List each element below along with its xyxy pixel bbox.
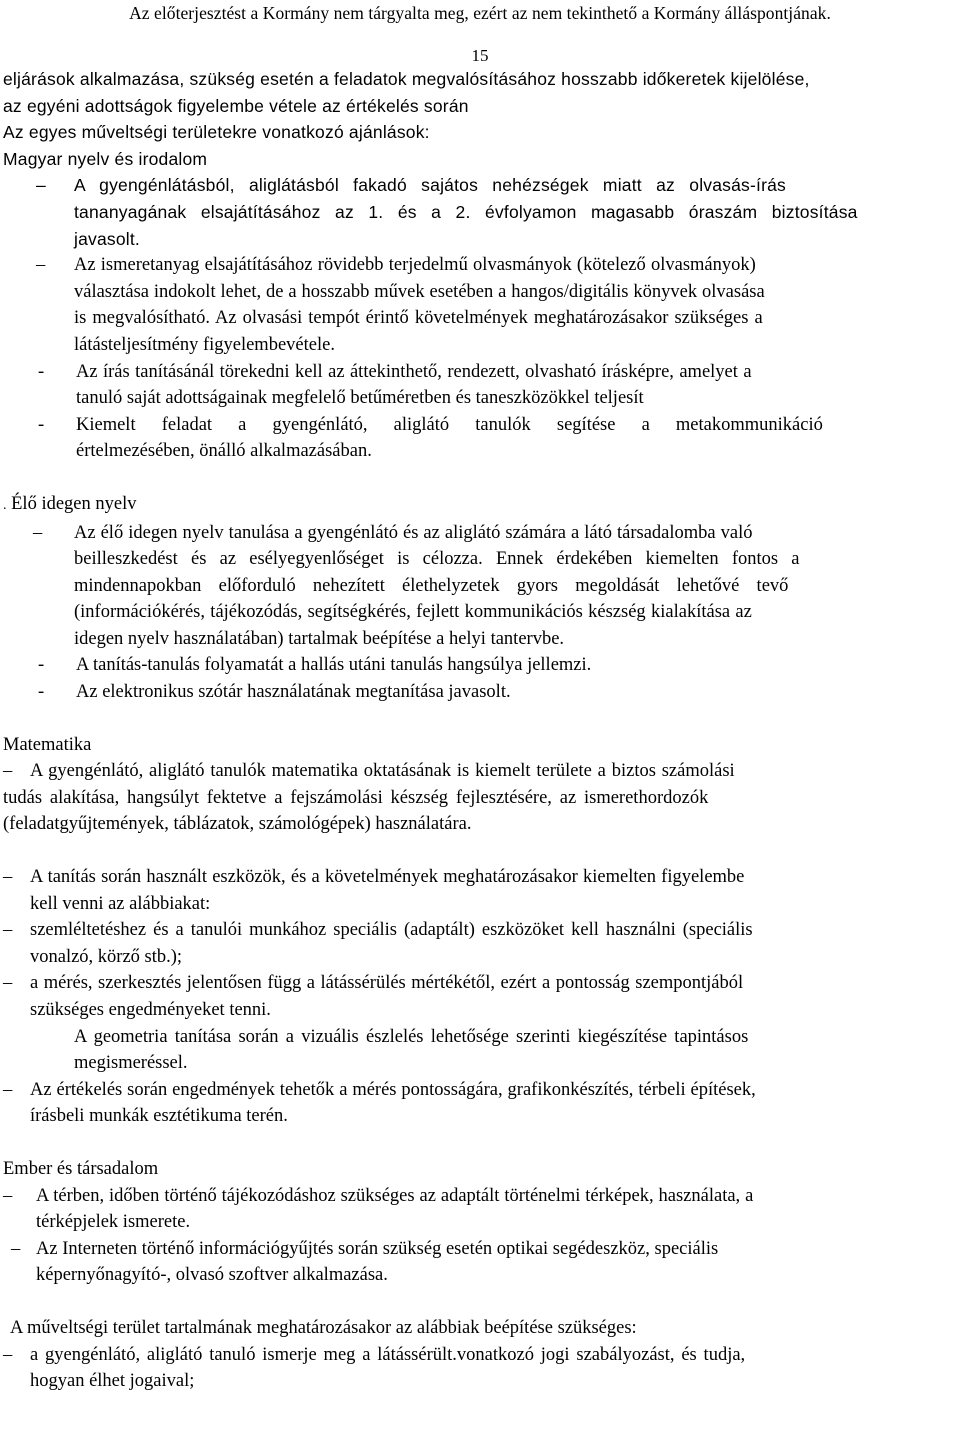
bullet-line: látásteljesítmény figyelembevétele.: [74, 334, 335, 355]
dash-marker: –: [33, 522, 43, 543]
idegen-bullet-1: [3, 520, 957, 653]
bullet-line: választása indokolt lehet, de a hosszabb művek esetében a hangos/digitális könyvek olvasása: [74, 281, 765, 302]
hyphen-marker: -: [38, 655, 45, 676]
document-body: [3, 66, 957, 1395]
ember-bullet-1: [3, 1183, 957, 1236]
section-title-magyar: Magyar nyelv és irodalom: [3, 148, 208, 169]
intro-line: az egyéni adottságok figyelembe vétele az értékelés során: [3, 95, 469, 116]
bullet-line: vonalzó, körző stb.);: [30, 946, 183, 967]
intro-block: [3, 66, 957, 172]
bullet-line: A tanítás során használt eszközök, és a követelmények meghatározásakor kiemelten figyelembe: [30, 867, 745, 888]
magyar-bullet-2: [3, 252, 957, 358]
spacer: [3, 838, 957, 864]
bullet-line: Az ismeretanyag elsajátításához rövidebb terjedelmű olvasmányok (kötelező olvasmányok): [74, 255, 756, 276]
section-title-text: Élő idegen nyelv: [11, 493, 137, 514]
hyphen-marker: -: [38, 361, 45, 382]
bullet-line: (információkérés, tájékozódás, segítségkérés, fejlett kommunikációs készség kialakítása az: [74, 602, 752, 623]
bullet-line: Az élő idegen nyelv tanulása a gyengénlátó és az aliglátó számára a látó társadalomba való: [74, 522, 753, 543]
matek-bullet-1: [3, 758, 957, 838]
spacer: [3, 1130, 957, 1156]
idegen-bullet-3: [3, 679, 957, 706]
bullet-line: mindennapokban előforduló nehezített élethelyzetek gyors megoldását lehetővé tevő: [74, 575, 789, 596]
bullet-line: szemléltetéshez és a tanulói munkához speciális (adaptált) eszközöket kell használni (speciális: [30, 920, 753, 941]
bullet-line: tanuló saját adottságainak megfelelő betűméretben és taneszközökkel teljesít: [76, 388, 644, 409]
paragraph-line: megismeréssel.: [74, 1053, 188, 1074]
spacer: [3, 1289, 957, 1315]
bullet-line: A tanítás-tanulás folyamatát a hallás utáni tanulás hangsúlya jellemzi.: [76, 655, 592, 676]
section-title-muveltseg: A műveltségi terület tartalmának meghatározásakor az alábbiak beépítése szükséges:: [10, 1317, 637, 1338]
dash-marker: –: [36, 175, 46, 196]
hyphen-marker: -: [38, 414, 45, 435]
bullet-line: értelmezésében, önálló alkalmazásában.: [76, 441, 372, 462]
bullet-line: hogyan élhet jogaival;: [30, 1371, 195, 1392]
bullet-line: a gyengénlátó, aliglátó tanuló ismerje meg a látássérült.vonatkozó jogi szabályozást, és tudja,: [30, 1344, 746, 1365]
bullet-line: javasolt.: [74, 228, 140, 249]
bullet-line: beilleszkedést és az esélyegyenlőséget is célozza. Ennek érdekében kiemelten fontos a: [74, 549, 800, 570]
bullet-line: kell venni az alábbiakat:: [30, 893, 211, 914]
paragraph-line: A geometria tanítása során a vizuális észlelés lehetősége szerinti kiegészítése tapintásos: [74, 1026, 749, 1047]
bullet-line: A gyengénlátó, aliglátó tanulók matematika oktatásának is kiemelt területe a biztos számolási: [30, 761, 735, 782]
page-header: Az előterjesztést a Kormány nem tárgyalta meg, ezért az nem tekinthető a Kormány álláspontjának.: [129, 3, 831, 23]
bullet-line: Az Interneten történő információgyűjtés során szükség esetén optikai segédeszköz, speciális: [36, 1238, 719, 1259]
page-number: 15: [471, 46, 489, 65]
ember-bullet-2: [3, 1236, 957, 1289]
intro-line: eljárások alkalmazása, szükség esetén a feladatok megvalósításához hosszabb időkeretek kijelölése,: [3, 69, 810, 89]
title-mark: .: [3, 497, 7, 513]
dash-marker: –: [3, 761, 13, 782]
bullet-line: Az elektronikus szótár használatának megtanítása javasolt.: [76, 682, 511, 703]
matek-bullet-4: [3, 970, 957, 1023]
bullet-line: Az írás tanításánál törekedni kell az áttekinthető, rendezett, olvasható írásképre, amelyet a: [76, 361, 752, 382]
bullet-line: Az értékelés során engedmények tehetők a mérés pontosságára, grafikonkészítés, térbeli építések,: [30, 1079, 756, 1100]
section-title-ember: Ember és társadalom: [3, 1158, 159, 1179]
dash-marker: –: [3, 920, 13, 941]
bullet-line: tananyagának elsajátításához az 1. és a 2. évfolyamon magasabb óraszám biztosítása: [74, 201, 858, 222]
dash-marker: –: [3, 1079, 13, 1100]
bullet-line: (feladatgyűjtemények, táblázatok, számológépek) használatára.: [3, 814, 472, 835]
dash-marker: –: [3, 1185, 13, 1206]
bullet-line: szükséges engedményeket tenni.: [30, 1000, 271, 1020]
bullet-line: a mérés, szerkesztés jelentősen függ a látássérülés mértékétől, ezért a pontosság szempontjából: [30, 973, 744, 994]
matek-bullet-3: [3, 917, 957, 970]
bullet-line: A térben, időben történő tájékozódáshoz szükséges az adaptált történelmi térképek, használata, a: [36, 1185, 754, 1206]
matek-indented-paragraph: [3, 1024, 957, 1077]
bullet-line: térképjelek ismerete.: [36, 1212, 191, 1233]
dash-marker: –: [3, 1344, 13, 1365]
dash-marker: –: [3, 973, 13, 994]
spacer: [3, 465, 957, 491]
section-title-matek: Matematika: [3, 734, 92, 755]
matek-bullet-5: [3, 1077, 957, 1130]
idegen-bullet-2: [3, 652, 957, 679]
matek-bullet-2: [3, 864, 957, 917]
bullet-line: tudás alakítása, hangsúlyt fektetve a fejszámolási készség fejlesztésére, az ismerethordozók: [3, 787, 709, 808]
section-title-idegen: [3, 491, 957, 520]
magyar-bullet-3: [3, 359, 957, 412]
bullet-line: írásbeli munkák esztétikuma terén.: [30, 1106, 288, 1127]
bullet-line: Kiemelt feladat a gyengénlátó, aliglátó tanulók segítése a metakommunikáció: [76, 414, 823, 435]
dash-marker: –: [11, 1238, 21, 1259]
spacer: [3, 706, 957, 732]
dash-marker: –: [3, 867, 13, 888]
intro-line: Az egyes műveltségi területekre vonatkozó ajánlások:: [3, 122, 430, 143]
magyar-bullet-1: [3, 172, 957, 252]
magyar-bullet-4: [3, 412, 957, 465]
bullet-line: idegen nyelv használatában) tartalmak beépítése a helyi tantervbe.: [74, 628, 565, 649]
bullet-line: képernyőnagyító-, olvasó szoftver alkalmazása.: [36, 1265, 388, 1286]
bullet-line: is megvalósítható. Az olvasási tempót érintő követelmények meghatározásakor szükséges a: [74, 308, 763, 329]
bullet-line: A gyengénlátásból, aliglátásból fakadó sajátos nehézségek miatt az olvasás-írás: [74, 175, 786, 196]
muveltseg-bullet-1: [3, 1342, 957, 1395]
hyphen-marker: -: [38, 682, 45, 703]
dash-marker: –: [36, 255, 46, 276]
